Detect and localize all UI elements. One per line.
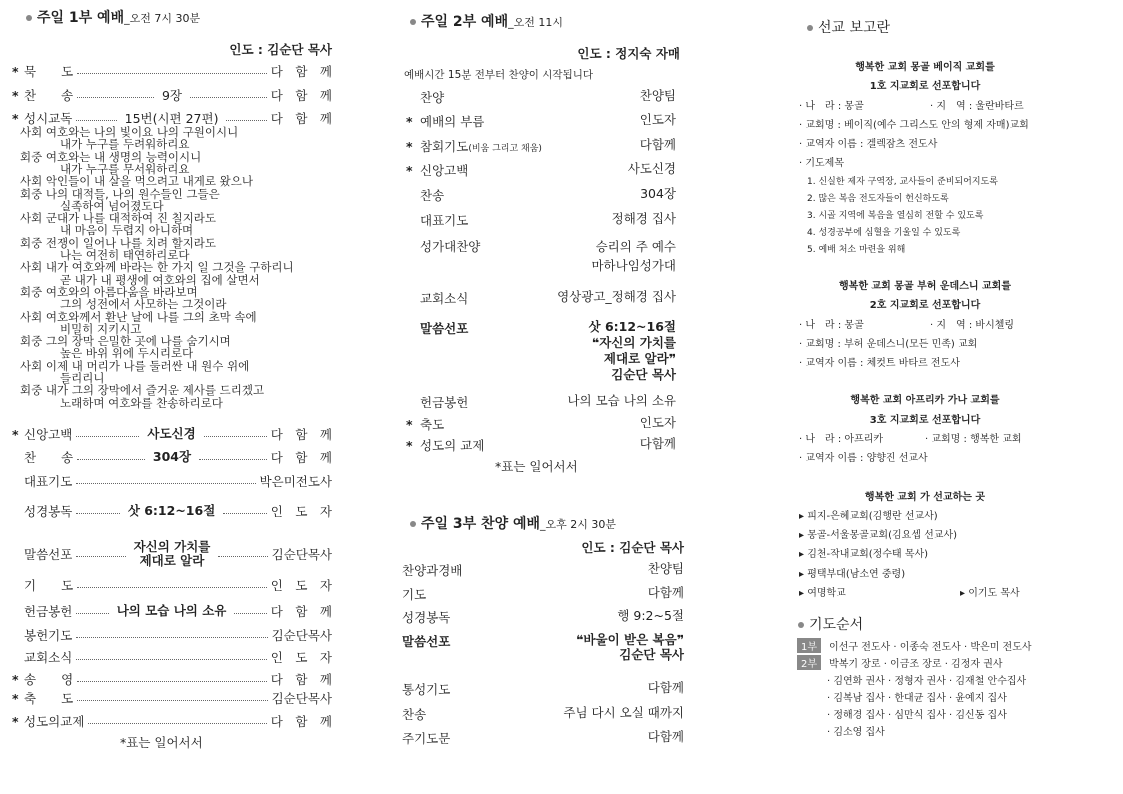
order-item-name: 찬양 bbox=[420, 90, 445, 105]
order-item-left bbox=[402, 436, 484, 454]
order-row bbox=[402, 186, 684, 204]
order-item-name: 말씀선포 bbox=[402, 634, 451, 649]
order-item-name: 묵 도 bbox=[24, 64, 74, 79]
reader-label: 회중 bbox=[20, 149, 43, 164]
order-row bbox=[402, 436, 684, 454]
reading-text: 내 마음이 두렵지 아니하며 bbox=[60, 223, 194, 238]
order-item-detail: 나의 모습 나의 소유 bbox=[116, 603, 227, 618]
order-row bbox=[402, 561, 684, 579]
standing-mark: * bbox=[12, 110, 19, 126]
bullet-icon bbox=[798, 622, 804, 628]
order-row bbox=[402, 585, 684, 603]
mission-2-subtitle: 2호 지교회로 선포합니다 bbox=[869, 300, 981, 311]
order-item-left bbox=[402, 415, 444, 433]
order-item-person: 찬양팀 bbox=[639, 88, 676, 103]
reading-text: 곧 내가 내 평생에 여호와의 집에 살면서 bbox=[60, 272, 260, 287]
mission-2-minister: · 교역자 이름 : 체컷트 바타르 전도사 bbox=[799, 358, 960, 369]
order-item-person: 다함께 bbox=[639, 137, 676, 152]
order-row bbox=[12, 670, 332, 688]
dotted-leader bbox=[76, 436, 139, 437]
order-row bbox=[402, 161, 684, 179]
reading-text: 노래하며 여호와를 찬송하리로다 bbox=[60, 395, 223, 410]
dotted-leader bbox=[77, 681, 267, 682]
order-item-left bbox=[402, 289, 468, 307]
mission-place: ▸ 몽골-서울몽골교회(김요셉 선교사) bbox=[799, 530, 958, 541]
order-row bbox=[402, 319, 684, 383]
prayer-names: 박복기 장로 · 이금조 장로 · 김정자 권사 bbox=[829, 659, 1003, 670]
order-item-name: 신앙고백 bbox=[24, 427, 73, 442]
order-item-name: 주기도문 bbox=[402, 731, 451, 746]
order-item-person: 다 함 께 bbox=[270, 604, 333, 619]
mission-report bbox=[795, 0, 1055, 640]
dotted-leader bbox=[76, 556, 125, 557]
standing-mark: * bbox=[406, 139, 413, 154]
mission-1-prayer-heading: · 기도제목 bbox=[799, 158, 844, 169]
order-row bbox=[12, 62, 332, 80]
order-row bbox=[402, 211, 684, 229]
order-item-person: 사도신경 bbox=[627, 161, 676, 176]
order-item-person: 김순단목사 bbox=[271, 691, 332, 706]
service-2-leader: 인도 : 정지숙 자매 bbox=[577, 46, 680, 61]
order-row bbox=[12, 602, 332, 620]
service-1-title: 주일 1부 예배 bbox=[37, 10, 125, 26]
order-item-person: 김순단목사 bbox=[271, 547, 333, 562]
dotted-leader bbox=[77, 73, 267, 74]
prayer-names: · 김연화 권사 · 정형자 권사 · 김재철 안수집사 bbox=[827, 676, 1027, 687]
dotted-leader bbox=[226, 120, 266, 121]
reading-text: 악인들이 내 살을 먹으려고 내게로 왔으나 bbox=[45, 174, 254, 189]
prayer-row bbox=[797, 655, 1003, 670]
reading-text: 들리리니 bbox=[60, 371, 105, 385]
reading-line bbox=[20, 384, 264, 396]
reader-label: 회중 bbox=[20, 235, 43, 250]
order-row bbox=[12, 689, 332, 707]
reading-line bbox=[20, 311, 257, 323]
order-row bbox=[402, 393, 684, 411]
order-row bbox=[12, 425, 332, 443]
order-item-name: 찬송 bbox=[420, 188, 445, 203]
order-item-detail: 304장 bbox=[152, 449, 192, 464]
order-item-person: 인도자 bbox=[639, 415, 676, 430]
order-item-name: 찬양과경배 bbox=[402, 563, 463, 578]
order-item-left bbox=[402, 393, 468, 411]
reading-text: 내가 그의 장막에서 즐거운 제사를 드리겠고 bbox=[45, 383, 265, 398]
reading-text: 전쟁이 일어나 나를 치려 할지라도 bbox=[45, 235, 217, 250]
dotted-leader bbox=[88, 723, 266, 724]
prayer-row bbox=[797, 638, 1032, 653]
reading-text: 나의 대적들, 나의 원수들인 그들은 bbox=[45, 186, 220, 201]
reading-text: 군대가 나를 대적하여 진 칠지라도 bbox=[45, 211, 217, 226]
bullet-icon bbox=[26, 15, 32, 21]
standing-mark: * bbox=[12, 426, 19, 442]
order-item-name: 대표기도 bbox=[420, 213, 469, 228]
service-2-title: 주일 2부 예배 bbox=[421, 14, 509, 30]
dotted-leader bbox=[190, 97, 267, 98]
reader-label: 회중 bbox=[20, 383, 43, 398]
mission-2-region: · 지 역 : 바시첼링 bbox=[930, 320, 1015, 331]
order-item-person: 다 함 께 bbox=[270, 427, 333, 442]
standing-mark: * bbox=[12, 87, 19, 103]
mission-2-church: · 교회명 : 부허 운데스니(모든 민족) 교회 bbox=[799, 339, 978, 350]
order-item-name: 통성기도 bbox=[402, 682, 451, 697]
order-item-left bbox=[402, 88, 444, 106]
order-item-note: (비움 그리고 채움) bbox=[468, 144, 542, 154]
order-item-detail: 9장 bbox=[161, 88, 182, 103]
mission-places-title: 행복한 교회 가 선교하는 곳 bbox=[864, 492, 986, 503]
order-row bbox=[402, 289, 684, 307]
order-row bbox=[12, 502, 332, 520]
order-row bbox=[12, 626, 332, 644]
order-row bbox=[12, 448, 332, 466]
reading-text: 비밀히 지키시고 bbox=[60, 321, 142, 336]
reader-label: 사회 bbox=[20, 174, 43, 189]
mission-1-subtitle: 1호 지교회로 선포합니다 bbox=[869, 81, 981, 92]
mission-3-title: 행복한 교회 아프리카 가나 교회를 bbox=[850, 395, 1000, 406]
mission-2-title: 행복한 교회 몽골 부허 운데스니 교회를 bbox=[839, 281, 1011, 292]
prayer-item: 3. 시골 지역에 복음을 열심히 전할 수 있도록 bbox=[807, 211, 984, 221]
dotted-leader bbox=[77, 587, 267, 588]
order-item-name: 봉헌기도 bbox=[24, 628, 73, 643]
prayer-item: 4. 성경공부에 심혈을 기울일 수 있도록 bbox=[807, 228, 961, 238]
dotted-leader bbox=[218, 556, 267, 557]
order-item-name: 성경봉독 bbox=[402, 610, 451, 625]
order-item-name: 성도의교제 bbox=[24, 714, 85, 729]
order-item-person: 다함께 bbox=[647, 680, 684, 695]
reading-text: 내가 누구를 두려워하리요 bbox=[60, 137, 190, 152]
reading-text: 내가 누구를 무서워하리요 bbox=[60, 161, 190, 176]
order-item-person: 나의 모습 나의 소유 bbox=[567, 393, 676, 408]
order-item-person: 정해경 집사 bbox=[611, 211, 676, 226]
order-item-name: 대표기도 bbox=[24, 474, 73, 489]
service-2-heading bbox=[410, 11, 563, 31]
order-item-person: 다 함 께 bbox=[270, 672, 332, 687]
reading-text: 높은 바위 위에 두시리로다 bbox=[60, 346, 194, 361]
service-3-heading bbox=[410, 513, 616, 533]
reader-label: 회중 bbox=[20, 334, 43, 349]
order-item-name: 송 영 bbox=[24, 672, 74, 687]
order-item-person: 승리의 주 예수 마하나임성가대 bbox=[591, 239, 676, 273]
mission-place: ▸ 피지-은혜교회(김행란 선교사) bbox=[799, 511, 938, 522]
reading-text: 그의 장막 은밀한 곳에 나를 숨기시며 bbox=[45, 334, 231, 349]
dotted-leader bbox=[77, 97, 154, 98]
order-item-left bbox=[402, 186, 444, 204]
order-item-detail: 15번(시편 27편) bbox=[124, 111, 219, 126]
mission-place: ▸ 평택부대(남소연 중령) bbox=[799, 569, 906, 580]
order-row bbox=[12, 576, 332, 594]
reading-text: 이제 내 머리가 나를 둘러싼 내 원수 위에 bbox=[45, 358, 250, 373]
order-item-person: 다 함 께 bbox=[270, 111, 333, 126]
order-item-name: 찬 송 bbox=[24, 450, 74, 465]
reading-text: 여호와는 나의 빛이요 나의 구원이시니 bbox=[45, 125, 239, 139]
standing-mark: * bbox=[12, 671, 19, 687]
order-row bbox=[402, 415, 684, 433]
prayer-row bbox=[827, 706, 1007, 721]
prayer-names: · 정해경 집사 · 심만식 집사 · 김신동 집사 bbox=[827, 710, 1007, 721]
dotted-leader bbox=[223, 513, 267, 514]
order-row bbox=[402, 88, 684, 106]
order-item-person: 영상광고_정해경 집사 bbox=[557, 289, 676, 304]
reader-label: 회중 bbox=[20, 186, 43, 201]
dotted-leader bbox=[76, 120, 116, 121]
mission-3-minister: · 교역자 이름 : 양향진 선교사 bbox=[799, 453, 928, 464]
order-item-name: 성시교독 bbox=[24, 111, 73, 126]
order-item-person: 찬양팀 bbox=[647, 561, 684, 576]
order-row bbox=[402, 112, 684, 130]
service-tag: 2부 bbox=[797, 655, 821, 670]
mission-3-country: · 나 라 : 아프리카 bbox=[799, 434, 884, 445]
order-item-person: 다 함 께 bbox=[270, 64, 332, 79]
standing-mark: * bbox=[406, 163, 413, 178]
reading-text: 여호와는 내 생명의 능력이시니 bbox=[45, 149, 202, 164]
order-item-person: 인 도 자 bbox=[270, 504, 333, 519]
reading-text: 내가 여호와께 바라는 한 가지 일 그것을 구하리니 bbox=[45, 260, 294, 275]
order-row bbox=[402, 729, 684, 747]
standing-note: *표는 일어서서 bbox=[120, 735, 203, 750]
reading-text: 여호와의 아름다움을 바라보며 bbox=[45, 284, 198, 299]
dotted-leader bbox=[76, 483, 255, 484]
order-item-name: 성가대찬양 bbox=[420, 239, 481, 254]
dotted-leader bbox=[76, 513, 120, 514]
reader-label: 사회 bbox=[20, 260, 43, 275]
order-item-person: 인 도 자 bbox=[270, 578, 332, 593]
order-row bbox=[12, 86, 332, 104]
dotted-leader bbox=[234, 613, 266, 614]
service-1-time: _오전 7시 30분 bbox=[124, 12, 201, 25]
order-item-name: 성도의 교제 bbox=[420, 438, 485, 453]
reading-line bbox=[20, 397, 223, 409]
standing-mark: * bbox=[406, 438, 413, 453]
order-item-detail: 삿 6:12~16절 bbox=[127, 503, 216, 518]
standing-mark: * bbox=[12, 63, 19, 79]
order-row bbox=[402, 705, 684, 723]
reading-text: 나는 여전히 태연하리로다 bbox=[60, 248, 190, 262]
order-item-name: 기도 bbox=[402, 587, 427, 602]
order-row bbox=[12, 472, 332, 490]
order-item-name: 찬 송 bbox=[24, 88, 74, 103]
reading-text: 여호와께서 환난 날에 나를 그의 초막 속에 bbox=[45, 309, 257, 324]
dotted-leader bbox=[76, 637, 267, 638]
order-row bbox=[12, 540, 332, 568]
service-1-heading bbox=[26, 7, 200, 27]
order-item-name: 헌금봉헌 bbox=[420, 395, 469, 410]
order-item-detail: 자신의 가치를 제대로 알라 bbox=[133, 539, 211, 568]
mission-1-minister: · 교역자 이름 : 겔렉잠츠 전도사 bbox=[799, 139, 938, 150]
mission-3-subtitle: 3호 지교회로 선포합니다 bbox=[869, 415, 981, 426]
service-2-time: _오전 11시 bbox=[508, 16, 563, 29]
service-3-leader: 인도 : 김순단 목사 bbox=[581, 540, 684, 555]
prayer-names: · 김복남 집사 · 한대균 집사 · 윤예지 집사 bbox=[827, 693, 1007, 704]
order-item-name: 찬송 bbox=[402, 707, 427, 722]
order-row bbox=[402, 137, 684, 155]
prayer-row bbox=[827, 723, 885, 738]
order-item-left bbox=[402, 319, 468, 383]
prayer-order-heading bbox=[798, 614, 863, 634]
prayer-item: 2. 많은 복음 전도자들이 헌신하도록 bbox=[807, 194, 949, 204]
order-item-person: 행 9:2~5절 bbox=[617, 608, 684, 623]
bullet-icon bbox=[410, 19, 416, 25]
order-item-person: 다 함 께 bbox=[270, 714, 332, 729]
order-item-person: 다함께 bbox=[639, 436, 676, 451]
order-item-left bbox=[402, 161, 468, 179]
standing-mark: * bbox=[406, 417, 413, 432]
mission-place: ▸ 이기도 목사 bbox=[960, 588, 1020, 599]
reading-text: 그의 성전에서 사모하는 그것이라 bbox=[60, 297, 227, 312]
mission-2-country: · 나 라 : 몽골 bbox=[799, 320, 864, 331]
prayer-names: 이선구 전도사 · 이종숙 전도사 · 박은미 전도사 bbox=[829, 642, 1032, 653]
reader-label: 사회 bbox=[20, 309, 43, 324]
order-item-person: 삿 6:12~16절 ❝자신의 가치를 제대로 알라❞ 김순단 목사 bbox=[588, 319, 676, 382]
dotted-leader bbox=[204, 436, 267, 437]
order-item-left bbox=[402, 237, 480, 275]
reading-line bbox=[20, 188, 220, 200]
reader-label: 사회 bbox=[20, 358, 43, 373]
prayer-item: 5. 예배 처소 마련을 위해 bbox=[807, 245, 906, 255]
order-item-name: 성경봉독 bbox=[24, 504, 73, 519]
order-row bbox=[402, 237, 684, 275]
order-item-name: 축도 bbox=[420, 417, 445, 432]
service-2-notice: 예배시간 15분 전부터 찬양이 시작됩니다 bbox=[404, 69, 593, 81]
order-item-person: 주님 다시 오실 때까지 bbox=[563, 705, 684, 720]
dotted-leader bbox=[76, 659, 266, 660]
mission-1-church: · 교회명 : 베이직(예수 그리스도 안의 형제 자매)교회 bbox=[799, 120, 1029, 131]
reader-label: 회중 bbox=[20, 284, 43, 299]
order-item-left bbox=[402, 112, 484, 130]
prayer-order-title: 기도순서 bbox=[809, 617, 864, 633]
order-row bbox=[402, 680, 684, 698]
service-3-time: _오후 2시 30분 bbox=[540, 518, 617, 531]
order-item-person: 다함께 bbox=[647, 729, 684, 744]
order-row bbox=[402, 608, 684, 626]
service-1-leader: 인도 : 김순단 목사 bbox=[229, 42, 332, 57]
prayer-item: 1. 신실한 제자 구역장, 교사들이 준비되어지도록 bbox=[807, 177, 998, 187]
order-item-person: 김순단목사 bbox=[271, 628, 332, 643]
order-item-name: 예배의 부름 bbox=[420, 114, 485, 129]
prayer-row bbox=[827, 672, 1026, 687]
order-item-name: 축 도 bbox=[24, 691, 74, 706]
order-item-name: 교회소식 bbox=[24, 650, 73, 665]
order-item-name: 참회기도 bbox=[420, 139, 469, 154]
order-item-person: 다 함 께 bbox=[270, 450, 332, 465]
order-item-detail: 사도신경 bbox=[147, 426, 196, 441]
order-item-name: 신앙고백 bbox=[420, 163, 469, 178]
service-tag: 1부 bbox=[797, 638, 821, 653]
dotted-leader bbox=[76, 613, 108, 614]
order-row bbox=[12, 648, 332, 666]
reading-line bbox=[20, 261, 294, 273]
order-item-person: 다 함 께 bbox=[270, 88, 333, 103]
order-item-person: ❝바울이 받은 복음❞ 김순단 목사 bbox=[576, 632, 684, 662]
standing-mark: * bbox=[406, 114, 413, 129]
order-item-name: 기 도 bbox=[24, 578, 74, 593]
order-item-person: 인 도 자 bbox=[270, 650, 332, 665]
order-item-left bbox=[402, 211, 468, 229]
mission-1-title: 행복한 교회 몽골 베이직 교회를 bbox=[855, 62, 995, 73]
dotted-leader bbox=[199, 459, 267, 460]
order-item-name: 말씀선포 bbox=[24, 547, 73, 562]
order-item-name: 헌금봉헌 bbox=[24, 604, 73, 619]
order-row bbox=[402, 632, 684, 662]
order-item-left bbox=[402, 137, 542, 155]
mission-3-church: · 교회명 : 행복한 교회 bbox=[925, 434, 1022, 445]
standing-mark: * bbox=[12, 690, 19, 706]
dotted-leader bbox=[77, 700, 267, 701]
mission-1-region: · 지 역 : 울란바타르 bbox=[930, 101, 1024, 112]
mission-1-country: · 나 라 : 몽골 bbox=[799, 101, 864, 112]
mission-title: 선교 보고란 bbox=[818, 20, 891, 36]
mission-place: ▸ 김천-작내교회(정수태 목사) bbox=[799, 549, 929, 560]
prayer-row bbox=[827, 689, 1007, 704]
reading-text: 실족하여 넘어졌도다 bbox=[60, 198, 164, 213]
standing-mark: * bbox=[12, 713, 19, 729]
dotted-leader bbox=[77, 459, 145, 460]
order-row bbox=[12, 712, 332, 730]
order-item-name: 교회소식 bbox=[420, 291, 469, 306]
order-item-name: 말씀선포 bbox=[420, 321, 469, 336]
standing-note: *표는 일어서서 bbox=[495, 459, 578, 474]
mission-place: ▸ 여명학교 bbox=[799, 588, 846, 599]
order-item-person: 박은미전도사 bbox=[259, 474, 332, 489]
order-item-person: 인도자 bbox=[639, 112, 676, 127]
reader-label: 사회 bbox=[20, 125, 43, 139]
prayer-names: · 김소영 집사 bbox=[827, 727, 885, 738]
order-item-person: 다함께 bbox=[647, 585, 684, 600]
order-item-person: 304장 bbox=[640, 186, 676, 201]
service-3-title: 주일 3부 찬양 예배 bbox=[421, 516, 541, 532]
bullet-icon bbox=[410, 521, 416, 527]
reader-label: 사회 bbox=[20, 211, 43, 226]
